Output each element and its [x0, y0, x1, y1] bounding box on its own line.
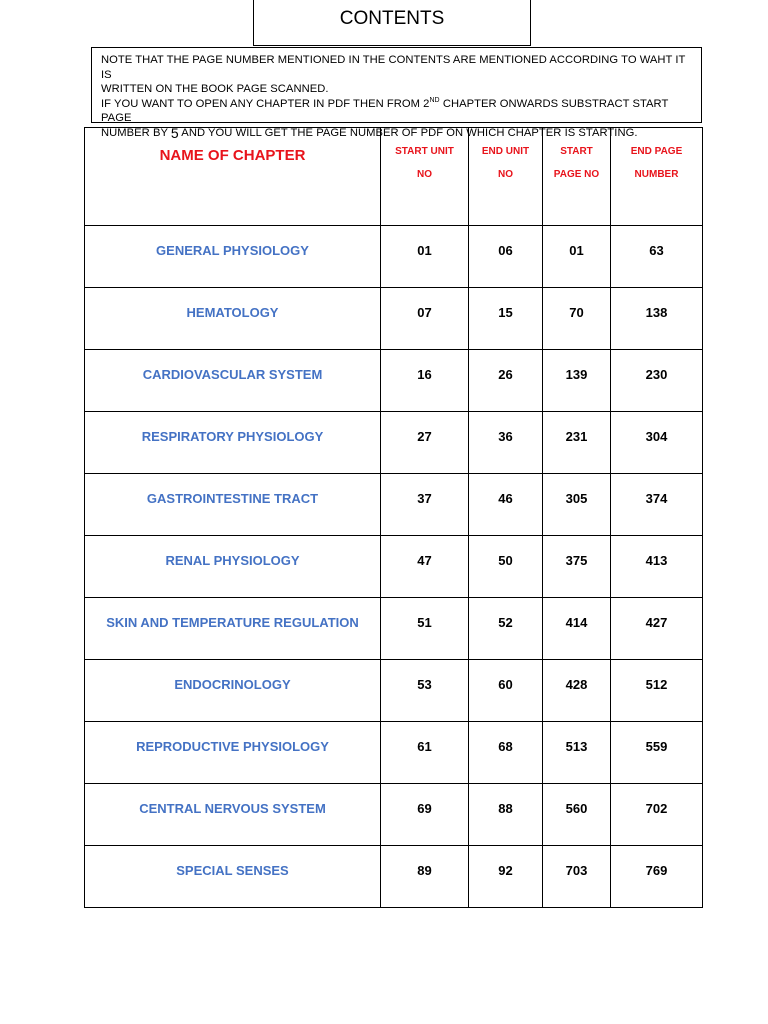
chapter-name-cell: CARDIOVASCULAR SYSTEM	[85, 350, 381, 412]
note-line-4-start: NUMBER BY	[101, 126, 171, 139]
header-end-unit-line2: NO	[498, 169, 513, 180]
table-row	[85, 226, 703, 288]
end-unit-cell: 26	[469, 350, 543, 412]
start-page-cell: 01	[543, 226, 611, 288]
start-unit-cell: 89	[381, 846, 469, 908]
end-page-cell: 63	[611, 226, 703, 288]
chapter-name-cell: HEMATOLOGY	[85, 288, 381, 350]
end-page-cell: 427	[611, 598, 703, 660]
table-row	[85, 350, 703, 412]
header-end-page	[611, 128, 703, 226]
end-page-cell: 413	[611, 536, 703, 598]
header-start-unit	[381, 128, 469, 226]
table-row	[85, 474, 703, 536]
chapter-name-cell: RESPIRATORY PHYSIOLOGY	[85, 412, 381, 474]
start-unit-cell: 47	[381, 536, 469, 598]
note-line-3-end: CHAPTER ONWARDS SUBSTRACT START PAGE	[101, 97, 669, 124]
end-page-cell: 138	[611, 288, 703, 350]
table-row	[85, 288, 703, 350]
chapter-name-cell: GENERAL PHYSIOLOGY	[85, 226, 381, 288]
note-line-1: NOTE THAT THE PAGE NUMBER MENTIONED IN THE CONTENTS ARE MENTIONED ACCORDING TO WAHT IT IS	[101, 54, 686, 81]
start-unit-cell: 16	[381, 350, 469, 412]
note-superscript: ND	[429, 96, 440, 104]
start-unit-cell: 37	[381, 474, 469, 536]
table-row	[85, 722, 703, 784]
start-unit-cell: 07	[381, 288, 469, 350]
start-page-cell: 703	[543, 846, 611, 908]
start-page-cell: 231	[543, 412, 611, 474]
chapter-name-cell: RENAL PHYSIOLOGY	[85, 536, 381, 598]
header-start-page-line2: PAGE NO	[553, 169, 600, 180]
table-row	[85, 784, 703, 846]
page-title: CONTENTS	[253, 0, 531, 46]
header-end-unit-line1: END UNIT	[481, 146, 530, 157]
table-row	[85, 598, 703, 660]
header-name-of-chapter: NAME OF CHAPTER	[85, 128, 381, 226]
end-unit-cell: 50	[469, 536, 543, 598]
chapter-name-cell: CENTRAL NERVOUS SYSTEM	[85, 784, 381, 846]
end-unit-cell: 46	[469, 474, 543, 536]
header-start-page	[543, 128, 611, 226]
end-unit-cell: 92	[469, 846, 543, 908]
note-line-3-start: IF YOU WANT TO OPEN ANY CHAPTER IN PDF THEN FROM 2	[101, 97, 430, 110]
start-unit-cell: 51	[381, 598, 469, 660]
chapter-name-cell: ENDOCRINOLOGY	[85, 660, 381, 722]
start-page-cell: 305	[543, 474, 611, 536]
header-start-page-line1: START	[560, 146, 593, 157]
start-unit-cell: 01	[381, 226, 469, 288]
end-unit-cell: 15	[469, 288, 543, 350]
end-unit-cell: 88	[469, 784, 543, 846]
chapter-name-cell: SPECIAL SENSES	[85, 846, 381, 908]
chapter-name-cell: REPRODUCTIVE PHYSIOLOGY	[85, 722, 381, 784]
note-box	[91, 47, 702, 141]
end-page-cell: 230	[611, 350, 703, 412]
start-page-cell: 428	[543, 660, 611, 722]
start-page-cell: 513	[543, 722, 611, 784]
end-page-cell: 512	[611, 660, 703, 722]
header-end-unit	[469, 128, 543, 226]
end-page-cell: 374	[611, 474, 703, 536]
table-row	[85, 412, 703, 474]
end-page-cell: 702	[611, 784, 703, 846]
table-row	[85, 660, 703, 722]
header-row	[85, 128, 703, 226]
start-unit-cell: 53	[381, 660, 469, 722]
start-unit-cell: 27	[381, 412, 469, 474]
start-page-cell: 70	[543, 288, 611, 350]
end-unit-cell: 60	[469, 660, 543, 722]
end-page-cell: 769	[611, 846, 703, 908]
header-end-page-line1: END PAGE	[630, 146, 683, 157]
end-page-cell: 304	[611, 412, 703, 474]
end-unit-cell: 52	[469, 598, 543, 660]
chapter-name-cell: GASTROINTESTINE TRACT	[85, 474, 381, 536]
start-page-cell: 560	[543, 784, 611, 846]
contents-table	[84, 124, 703, 908]
start-page-cell: 375	[543, 536, 611, 598]
start-page-cell: 414	[543, 598, 611, 660]
end-unit-cell: 68	[469, 722, 543, 784]
start-unit-cell: 69	[381, 784, 469, 846]
chapter-name-cell: SKIN AND TEMPERATURE REGULATION	[85, 598, 381, 660]
note-line-2: WRITTEN ON THE BOOK PAGE SCANNED.	[101, 83, 329, 95]
start-unit-cell: 61	[381, 722, 469, 784]
end-page-cell: 559	[611, 722, 703, 784]
start-page-cell: 139	[543, 350, 611, 412]
end-unit-cell: 36	[469, 412, 543, 474]
note-line-4-end: AND YOU WILL GET THE PAGE NUMBER OF PDF ON WHICH CHAPTER IS STARTING.	[178, 126, 638, 139]
note-offset-number: 5	[170, 124, 179, 141]
end-unit-cell: 06	[469, 226, 543, 288]
table-row	[85, 536, 703, 598]
header-end-page-line2: NUMBER	[634, 169, 679, 180]
note-line-3	[101, 97, 695, 126]
header-start-unit-line1: START UNIT	[395, 146, 454, 157]
table-row	[85, 846, 703, 908]
header-start-unit-line2: NO	[417, 169, 432, 180]
